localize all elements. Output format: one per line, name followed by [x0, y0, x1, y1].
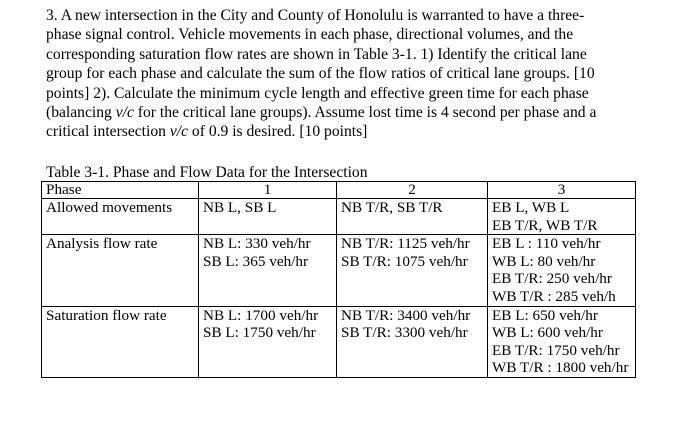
problem-line: 3. A new intersection in the City and County of Honolulu is warranted to have a three- — [46, 7, 585, 24]
cell-line: EB T/R: 1750 veh/hr — [492, 341, 620, 359]
table-caption: Table 3-1. Phase and Flow Data for the Intersection — [46, 164, 368, 181]
table-row — [42, 235, 636, 306]
problem-line: (balancing v/c for the critical lane groups). Assume lost time is 4 second per phase and a — [46, 104, 597, 122]
phase-flow-table — [41, 181, 636, 378]
table-cell — [337, 199, 488, 235]
cell-line: NB T/R, SB T/R — [341, 199, 443, 216]
cell-line: NB T/R: 1125 veh/hr — [341, 235, 470, 253]
cell-line: NB L, SB L — [203, 199, 277, 216]
header-cell-phase-1: 1 — [199, 182, 337, 199]
cell-line: EB L : 110 veh/hr — [492, 235, 601, 253]
table-cell — [488, 235, 636, 306]
cell-line: EB T/R, WB T/R — [492, 216, 598, 234]
header-cell-phase-2: 2 — [337, 182, 488, 199]
table-cell — [337, 306, 488, 377]
table-cell — [199, 199, 337, 235]
table-cell — [337, 235, 488, 306]
vc-term: v/c — [115, 104, 134, 122]
problem-line: points] 2). Calculate the minimum cycle length and effective green time for each phase — [46, 84, 589, 102]
cell-line: SB T/R: 1075 veh/hr — [341, 252, 468, 270]
vc-term: v/c — [169, 123, 189, 141]
cell-line: NB T/R: 3400 veh/hr — [341, 306, 471, 324]
problem-line: group for each phase and calculate the sum of the flow ratios of critical lane groups. [10 — [46, 65, 595, 83]
cell-line: SB L: 1750 veh/hr — [203, 324, 316, 342]
cell-line: WB L: 600 veh/hr — [492, 324, 603, 342]
problem-line: phase signal control. Vehicle movements in each phase, directional volumes, and the — [46, 26, 574, 44]
header-cell-phase-3: 3 — [488, 182, 636, 199]
problem-line: critical intersection v/c of 0.9 is desired. [10 points] — [46, 123, 368, 141]
cell-line: EB L: 650 veh/hr — [492, 306, 598, 324]
cell-line: SB T/R: 3300 veh/hr — [341, 324, 468, 342]
cell-line: NB L: 1700 veh/hr — [203, 306, 319, 324]
table-cell — [488, 199, 636, 235]
cell-line: NB L: 330 veh/hr — [203, 235, 311, 253]
problem-line: corresponding saturation flow rates are shown in Table 3-1. 1) Identify the critical lane — [46, 45, 587, 63]
problem-statement — [46, 6, 666, 142]
cell-line: SB L: 365 veh/hr — [203, 252, 309, 270]
table-cell — [199, 235, 337, 306]
header-cell-phase: Phase — [42, 182, 199, 199]
row-label-allowed-movements: Allowed movements — [42, 199, 199, 235]
row-label-saturation-flow-rate: Saturation flow rate — [42, 306, 199, 377]
cell-line: EB T/R: 250 veh/hr — [492, 270, 612, 288]
cell-line: WB T/R : 285 veh/h — [492, 287, 616, 305]
cell-line: EB L, WB L — [492, 199, 570, 216]
table-cell — [488, 306, 636, 377]
table-row — [42, 199, 636, 235]
cell-line: WB L: 80 veh/hr — [492, 252, 596, 270]
cell-line: WB T/R : 1800 veh/hr — [492, 359, 629, 377]
table-row — [42, 306, 636, 377]
row-label-analysis-flow-rate: Analysis flow rate — [42, 235, 199, 306]
table-header-row — [42, 182, 636, 199]
table-cell — [199, 306, 337, 377]
